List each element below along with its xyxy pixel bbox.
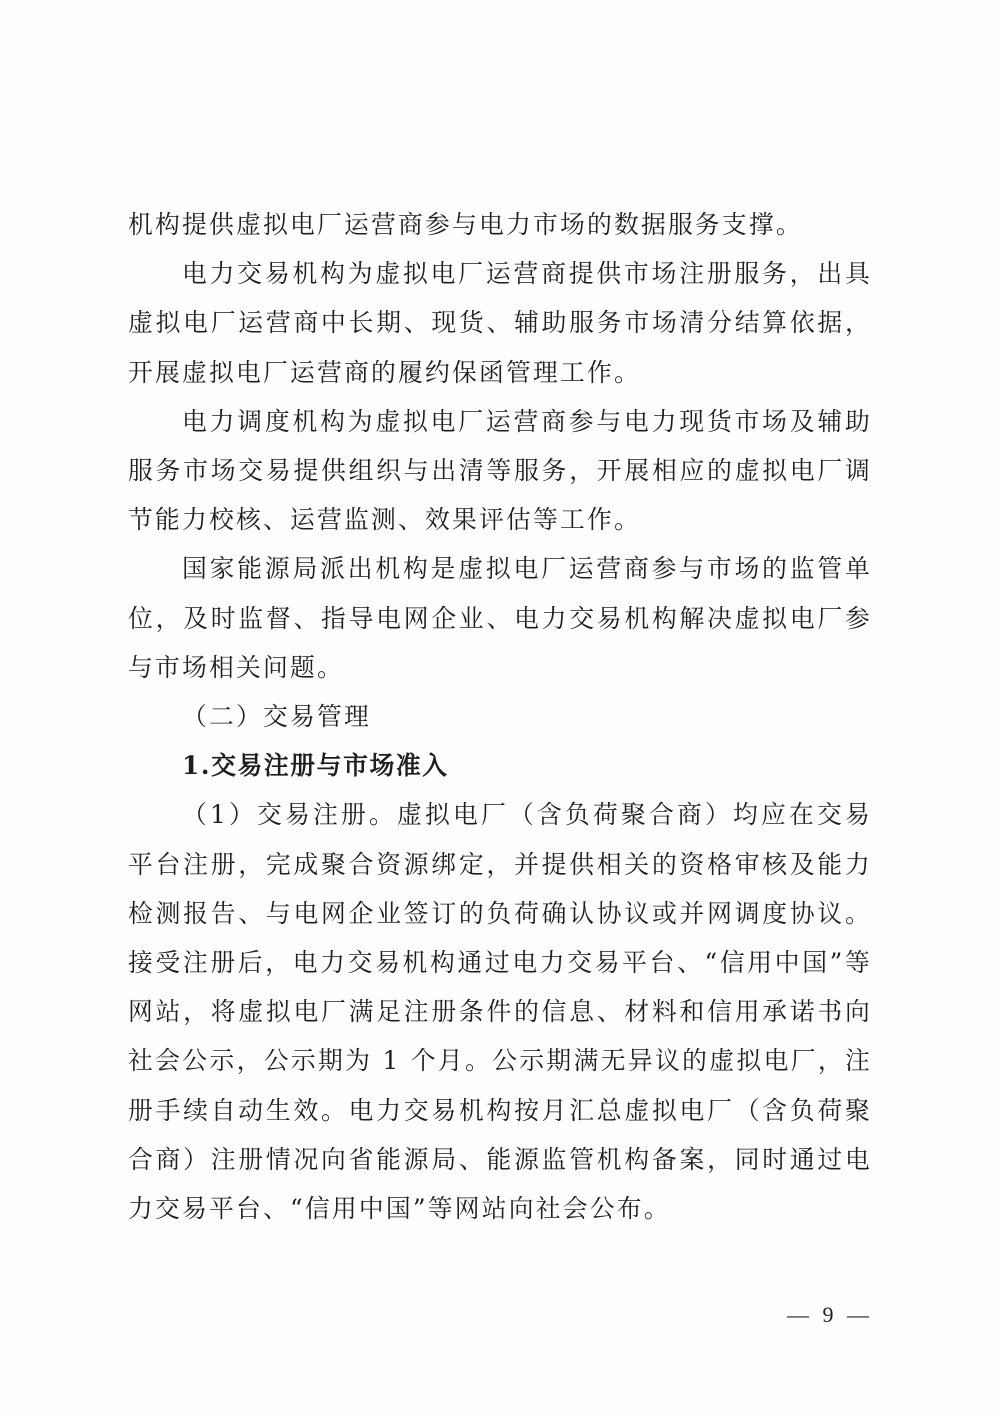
paragraph-dispatch-institution: 电力调度机构为虚拟电厂运营商参与电力现货市场及辅助服务市场交易提供组织与出清等服务，开展相应的虚拟电厂调节能力校核、运营监测、效果评估等工作。 — [128, 406, 872, 535]
paragraph-continuation: 机构提供虚拟电厂运营商参与电力市场的数据服务支撑。 — [128, 210, 803, 239]
page-number: — 9 — — [787, 1302, 873, 1327]
paragraph-registration: （1）交易注册。虚拟电厂（含负荷聚合商）均应在交易平台注册，完成聚合资源绑定，并提供相关的资格审核及能力检测报告、与电网企业签订的负荷确认协议或并网调度协议。接受注册后，电力交易机构通过电力交易平台、“信用中国”等网站，将虚拟电厂满足注册条件的信息、材料和信用承诺书向社会公示，公示期为 1 个月。公示期满无异议的虚拟电厂，注册手续自动生效。电力交易机构按月汇总虚拟电厂（含负荷聚合商）注册情况向省能源局、能源监管机构备案，同时通过电力交易平台、“信用中国”等网站向社会公布。 — [128, 800, 872, 1224]
document-body — [128, 200, 872, 1233]
paragraph-trading-institution: 电力交易机构为虚拟电厂运营商提供市场注册服务，出具虚拟电厂运营商中长期、现货、辅助服务市场清分结算依据，开展虚拟电厂运营商的履约保函管理工作。 — [128, 259, 872, 387]
section-heading: （二）交易管理 — [182, 702, 371, 732]
sub-heading: 1.交易注册与市场准入 — [182, 751, 449, 781]
paragraph-energy-bureau: 国家能源局派出机构是虚拟电厂运营商参与市场的监管单位，及时监督、指导电网企业、电力交易机构解决虚拟电厂参与市场相关问题。 — [128, 554, 872, 682]
